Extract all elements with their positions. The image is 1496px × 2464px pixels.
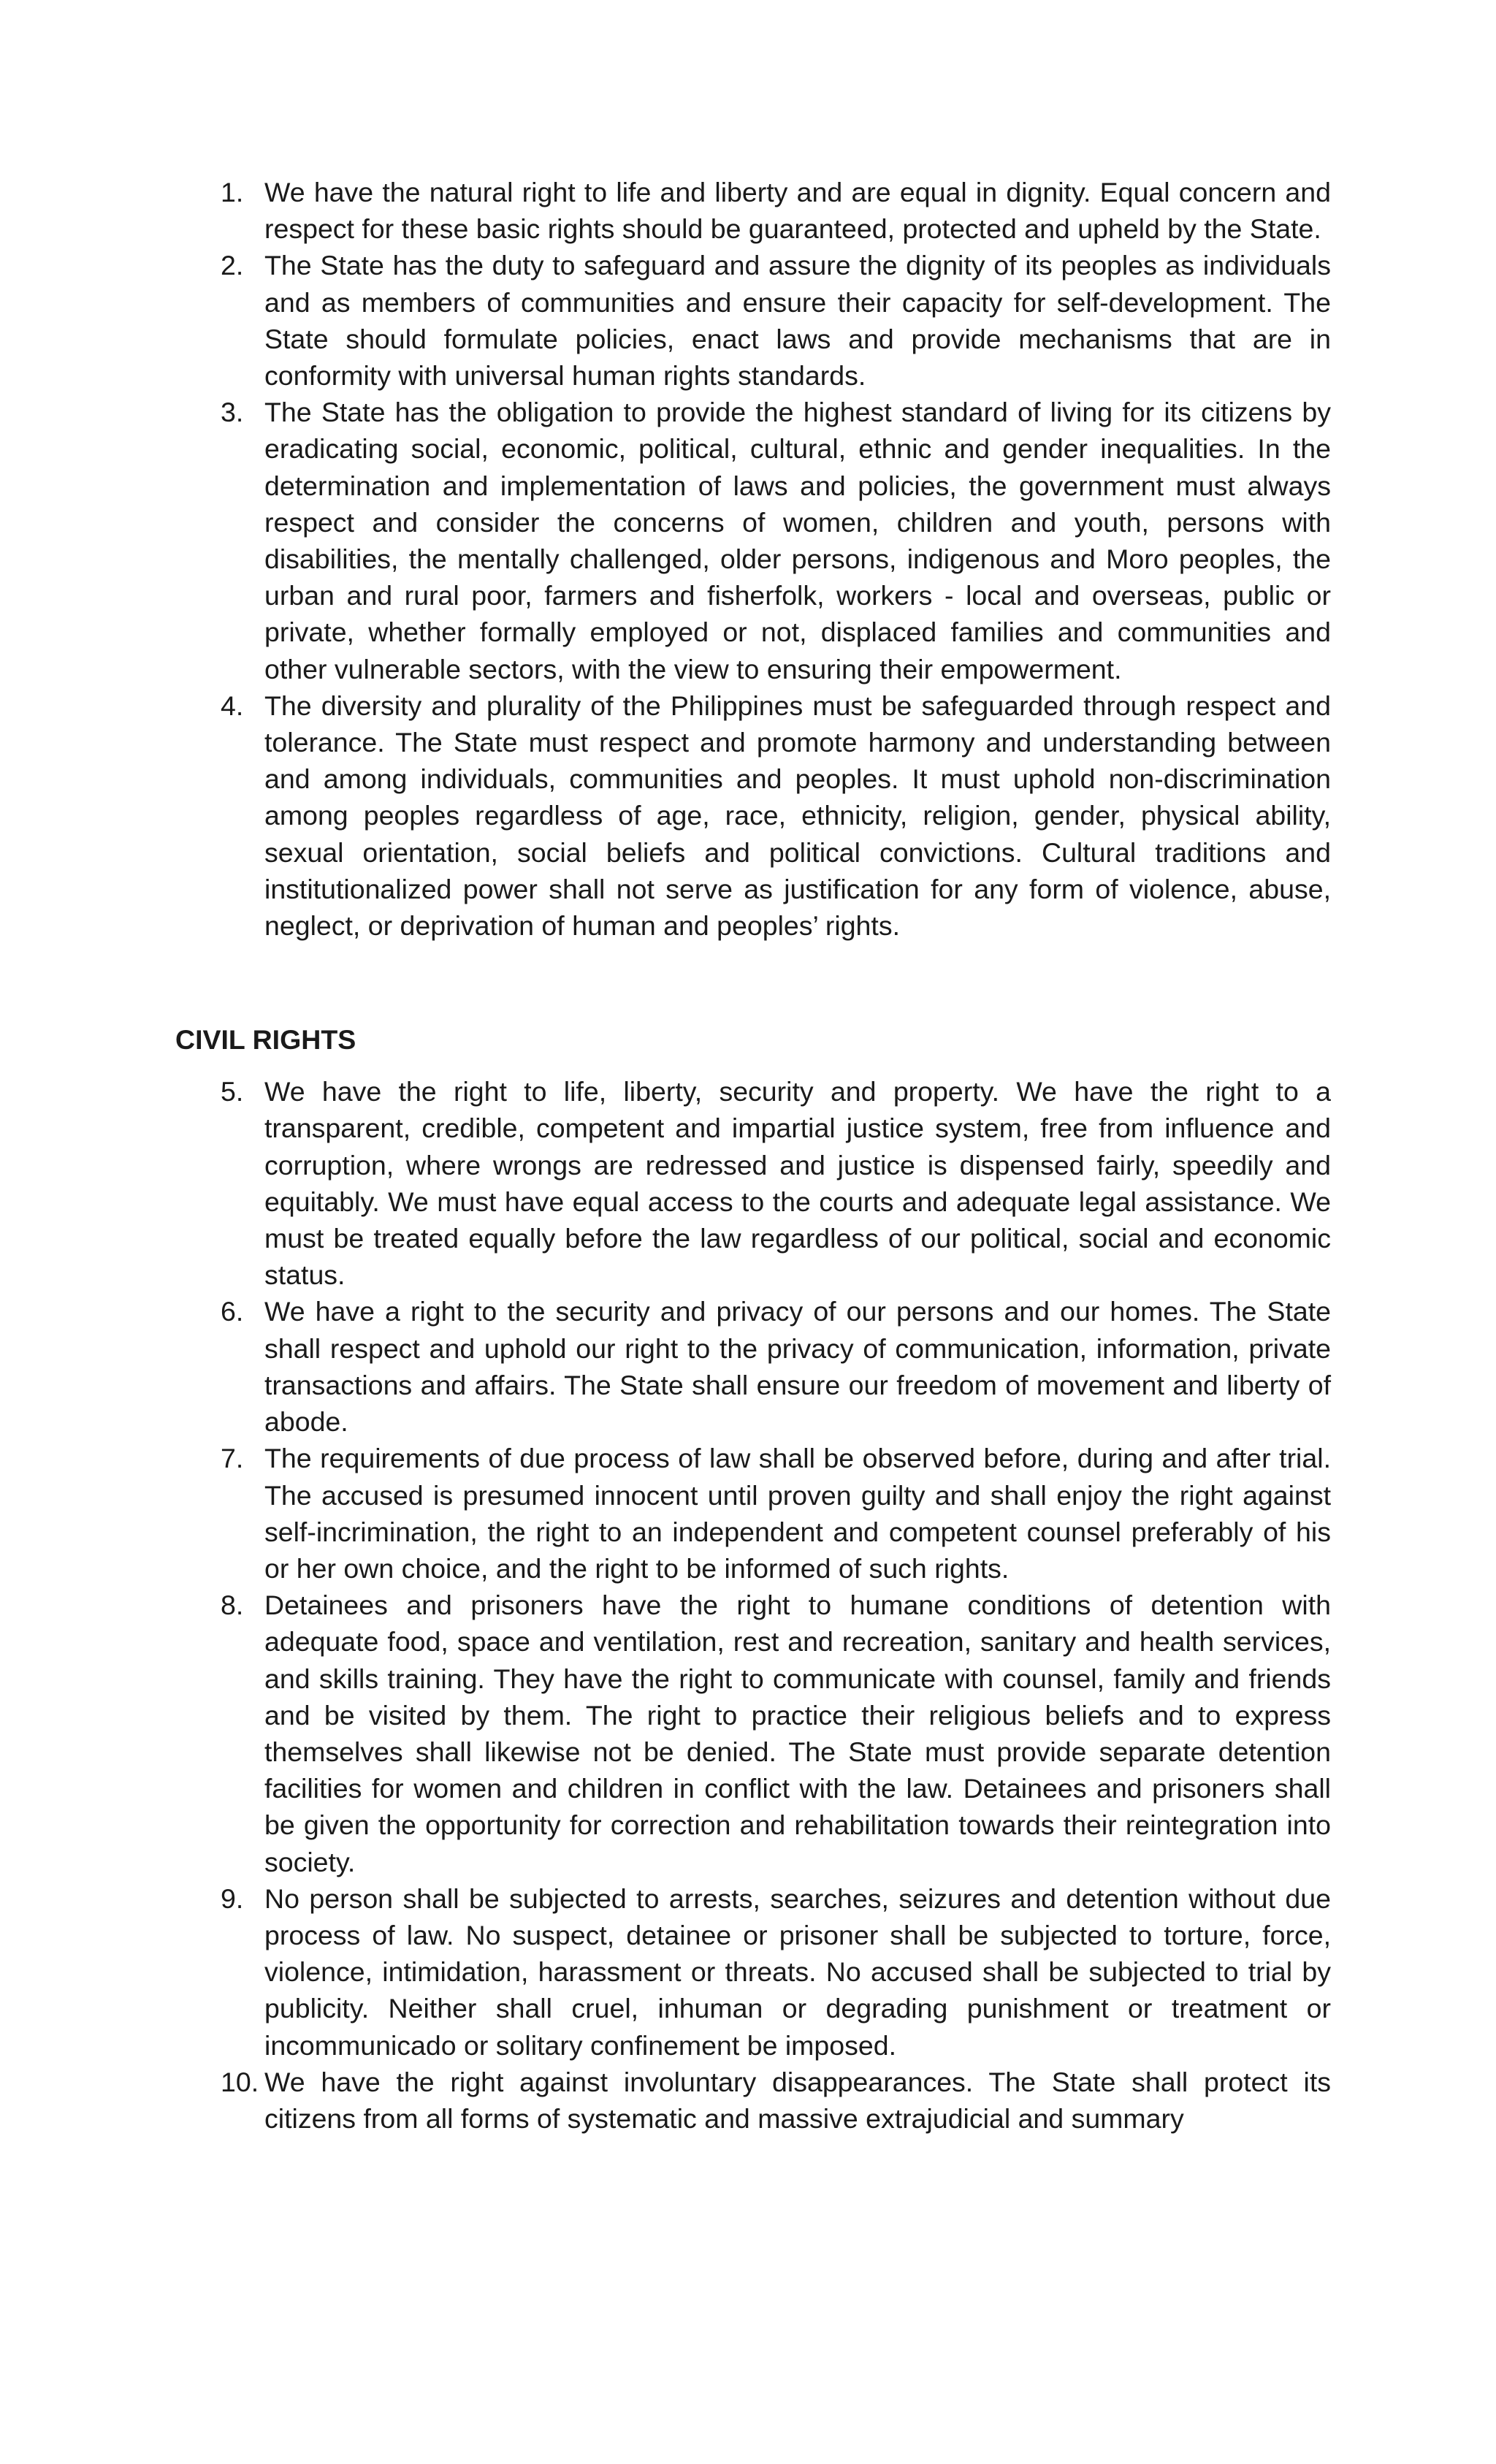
list-item <box>175 1440 1331 1587</box>
list-item <box>175 1293 1331 1440</box>
item-number: 5. <box>221 1076 244 1107</box>
document-page <box>175 174 1331 2137</box>
item-text: The State has the obligation to provide the highest standard of living for its citizens by eradicating social, economic, political, cultural, ethnic and gender inequalities. In the determination and implementation of laws and policies, the government must always respect and consider the concerns of women, children and youth, persons with disabilities, the mentally challenged, older persons, indigenous and Moro peoples, the urban and rural poor, farmers and fisherfolk, workers - local and overseas, public or private, whether formally employed or not, displaced families and communities and other vulnerable sectors, with the view to ensuring their empowerment. <box>264 397 1331 684</box>
item-number: 1. <box>221 177 244 207</box>
item-number: 4. <box>221 690 244 721</box>
item-text: We have a right to the security and privacy of our persons and our homes. The State shall respect and uphold our right to the privacy of communication, information, private transactions and affairs. The State shall ensure our freedom of movement and liberty of abode. <box>264 1296 1331 1438</box>
principles-list <box>175 174 1331 944</box>
item-text: No person shall be subjected to arrests, searches, seizures and detention without due process of law. No suspect, detainee or prisoner shall be subjected to torture, force, violence, intimidation, harassment or threats. No accused shall be subjected to trial by publicity. Neither shall cruel, inhuman or degrading punishment or treatment or incommunicado or solitary confinement be imposed. <box>264 1883 1331 2061</box>
item-text: The State has the duty to safeguard and assure the dignity of its peoples as individuals and as members of communities and ensure their capacity for self-development. The State should formulate policies, enact laws and provide mechanisms that are in conformity with universal human rights standards. <box>264 250 1331 392</box>
list-item <box>175 2064 1331 2137</box>
item-number: 7. <box>221 1443 244 1474</box>
list-item <box>175 687 1331 944</box>
item-text: We have the right against involuntary disappearances. The State shall protect its citizens from all forms of systematic and massive extrajudicial and summary <box>264 2066 1331 2134</box>
item-number: 10. <box>221 2066 259 2097</box>
item-text: We have the right to life, liberty, security and property. We have the right to a transparent, credible, competent and impartial justice system, free from influence and corruption, where wrongs are redressed and justice is dispensed fairly, speedily and equitably. We must have equal access to the courts and adequate legal assistance. We must be treated equally before the law regardless of our political, social and economic status. <box>264 1076 1331 1291</box>
item-text: The requirements of due process of law shall be observed before, during and after trial. The accused is presumed innocent until proven guilty and shall enjoy the right against self-incrimination, the right to an independent and competent counsel preferably of his or her own choice, and the right to be informed of such rights. <box>264 1443 1331 1584</box>
section-heading: CIVIL RIGHTS <box>175 1024 356 1056</box>
item-text: Detainees and prisoners have the right to humane conditions of detention with adequate food, space and ventilation, rest and recreation, sanitary and health services, and skills training. They have the right to communicate with counsel, family and friends and be visited by them. The right to practice their religious beliefs and to express themselves shall likewise not be denied. The State must provide separate detention facilities for women and children in conflict with the law. Detainees and prisoners shall be given the opportunity for correction and rehabilitation towards their reintegration into society. <box>264 1590 1331 1877</box>
item-number: 6. <box>221 1296 244 1327</box>
item-number: 8. <box>221 1590 244 1621</box>
list-item <box>175 174 1331 247</box>
item-text: The diversity and plurality of the Philippines must be safeguarded through respect and tolerance. The State must respect and promote harmony and understanding between and among individuals, communities and peoples. It must uphold non-discrimination among peoples regardless of age, race, ethnicity, religion, gender, physical ability, sexual orientation, social beliefs and political convictions. Cultural traditions and institutionalized power shall not serve as justification for any form of violence, abuse, neglect, or deprivation of human and peoples’ rights. <box>264 690 1331 942</box>
list-item <box>175 1880 1331 2064</box>
item-number: 9. <box>221 1883 244 1914</box>
item-number: 2. <box>221 250 244 281</box>
item-number: 3. <box>221 397 244 428</box>
list-item <box>175 1587 1331 1880</box>
list-item <box>175 394 1331 687</box>
list-item <box>175 247 1331 394</box>
civil-rights-list <box>175 1073 1331 2137</box>
item-text: We have the natural right to life and liberty and are equal in dignity. Equal concern and respect for these basic rights should be guaranteed, protected and upheld by the State. <box>264 177 1331 245</box>
list-item <box>175 1073 1331 1293</box>
